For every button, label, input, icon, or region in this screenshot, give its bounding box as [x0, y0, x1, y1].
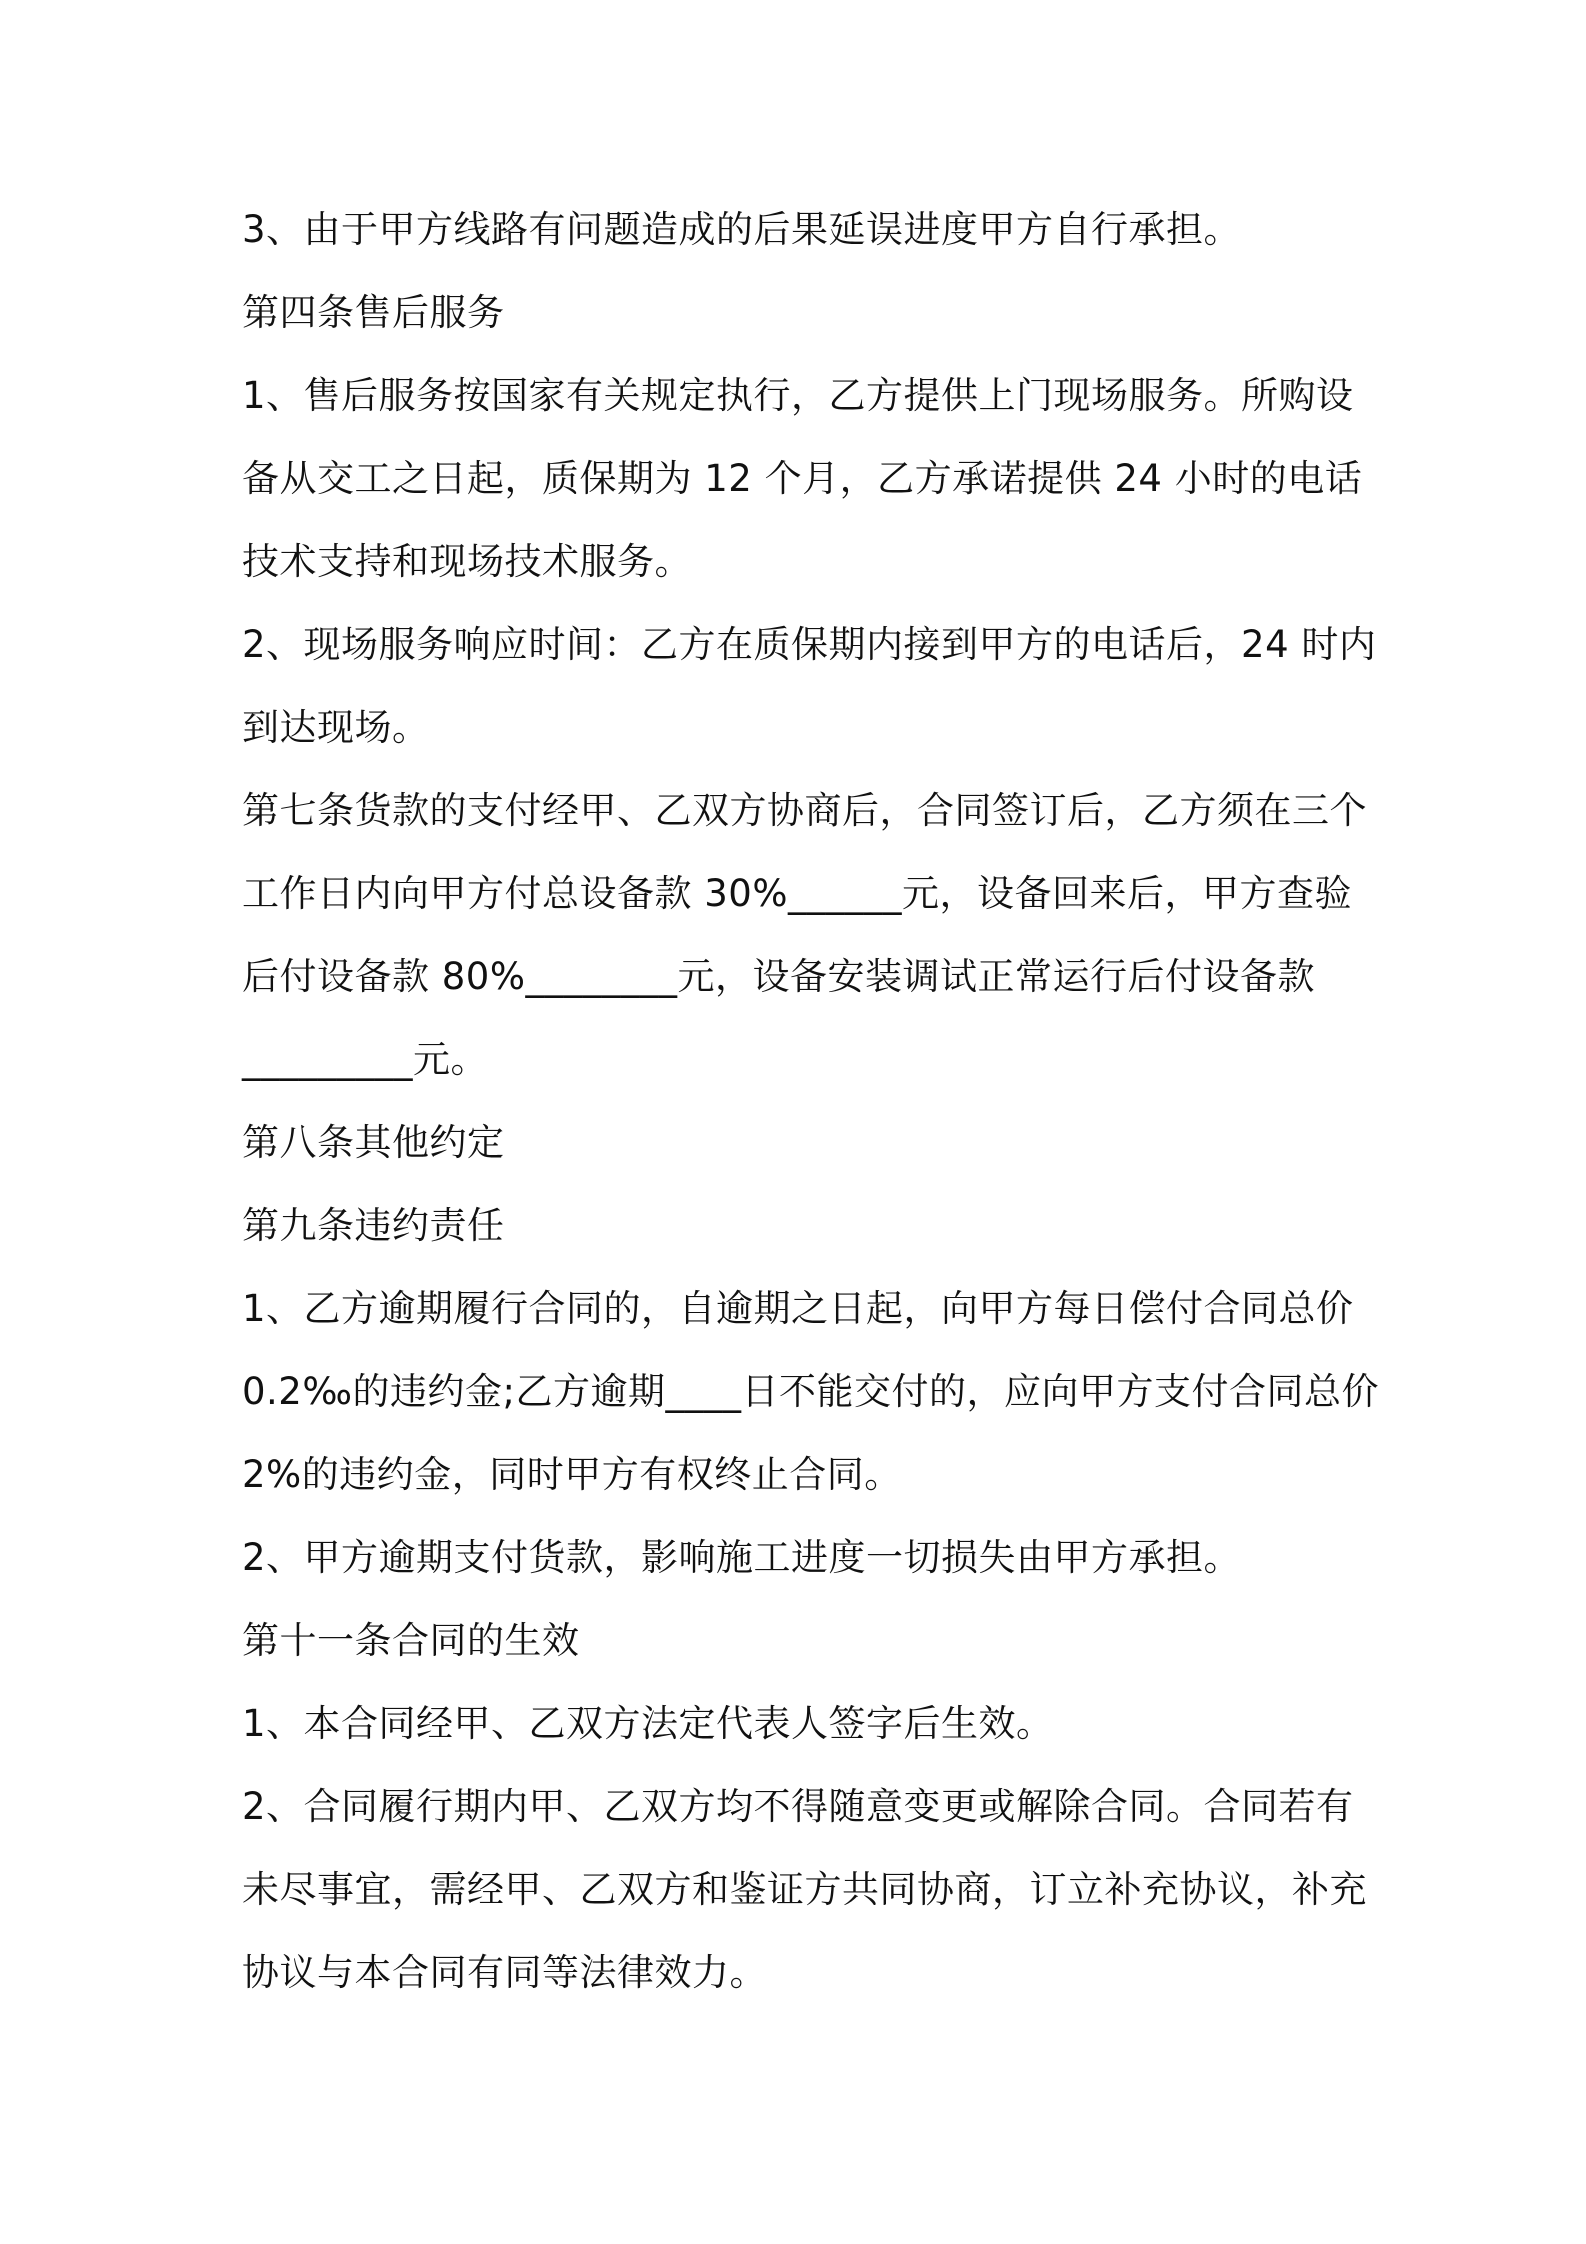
section-heading: 第八条其他约定: [242, 1121, 505, 1164]
text-line: 2、合同履行期内甲、乙双方均不得随意变更或解除合同。合同若有: [242, 1785, 1354, 1828]
text-line: 3、由于甲方线路有问题造成的后果延误进度甲方自行承担。: [242, 208, 1242, 251]
text-line: 1、乙方逾期履行合同的，自逾期之日起，向甲方每日偿付合同总价: [242, 1287, 1354, 1330]
text-line: 协议与本合同有同等法律效力。: [242, 1951, 767, 1994]
text-line: 2、甲方逾期支付货款，影响施工进度一切损失由甲方承担。: [242, 1536, 1242, 1579]
text-line: 未尽事宜，需经甲、乙双方和鉴证方共同协商，订立补充协议，补充: [242, 1868, 1367, 1911]
text-line: 工作日内向甲方付总设备款 30%______元，设备回来后，甲方查验: [242, 872, 1352, 915]
text-line: _________元。: [242, 1038, 488, 1081]
section-heading: 第四条售后服务: [242, 291, 505, 334]
text-line: 2%的违约金，同时甲方有权终止合同。: [242, 1453, 902, 1496]
text-line: 备从交工之日起，质保期为 12 个月，乙方承诺提供 24 小时的电话: [242, 457, 1363, 500]
text-line: 1、本合同经甲、乙双方法定代表人签字后生效。: [242, 1702, 1054, 1745]
text-line: 0.2‰的违约金;乙方逾期____日不能交付的，应向甲方支付合同总价: [242, 1370, 1379, 1413]
section-heading: 第九条违约责任: [242, 1204, 505, 1247]
section-heading: 第十一条合同的生效: [242, 1619, 580, 1662]
text-line: 后付设备款 80%________元，设备安装调试正常运行后付设备款: [242, 955, 1315, 998]
text-line: 2、现场服务响应时间：乙方在质保期内接到甲方的电话后，24 时内: [242, 623, 1377, 666]
text-line: 1、售后服务按国家有关规定执行，乙方提供上门现场服务。所购设: [242, 374, 1354, 417]
text-line: 技术支持和现场技术服务。: [242, 540, 692, 583]
text-line: 第七条货款的支付经甲、乙双方协商后，合同签订后，乙方须在三个: [242, 789, 1367, 832]
text-line: 到达现场。: [242, 706, 430, 749]
